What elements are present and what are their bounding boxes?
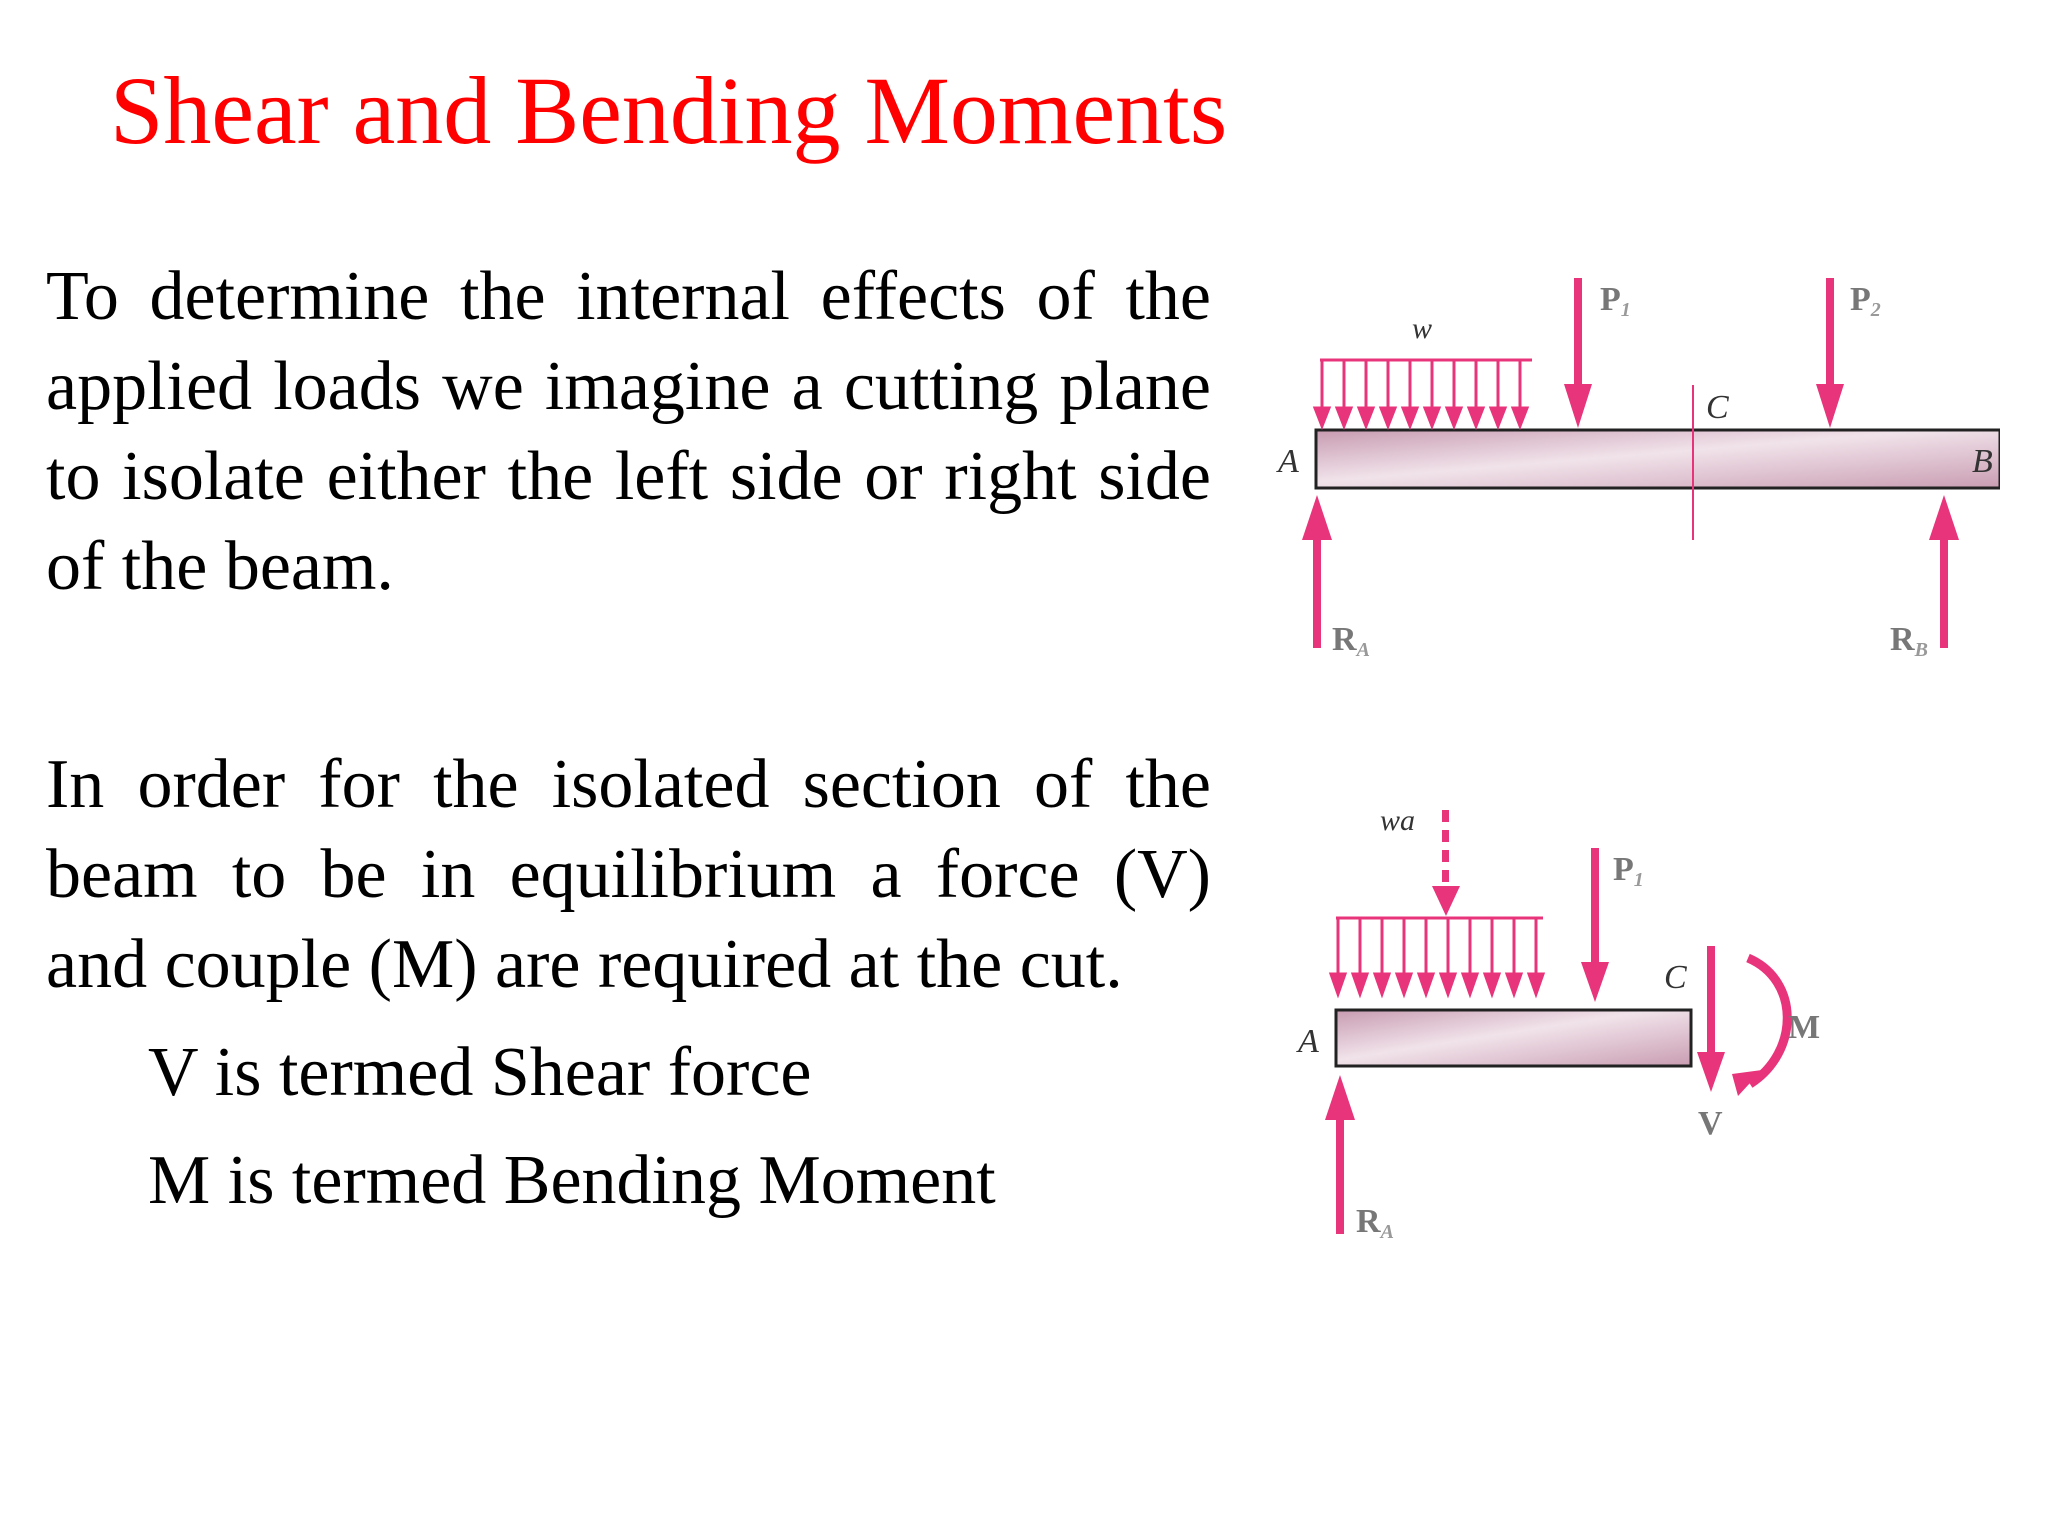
point-load-p1: [1564, 278, 1592, 428]
point-load-p1: [1581, 848, 1609, 1002]
label-a: A: [1298, 1023, 1319, 1060]
reaction-ra-arrow: [1302, 495, 1332, 648]
label-c: C: [1664, 959, 1687, 996]
reaction-rb-arrow: [1929, 495, 1959, 648]
beam-segment: [1336, 1010, 1691, 1066]
free-body-diagram: [1280, 790, 1840, 1250]
definition-bending-moment: M is termed Bending Moment: [148, 1142, 996, 1219]
label-ra: RA: [1356, 1203, 1394, 1243]
label-p1: P1: [1600, 281, 1631, 321]
paragraph-equilibrium: In order for the isolated section of the beam to be in equilibrium a force (V) and couple (M) are required at the cut.: [46, 746, 1211, 1003]
label-b: B: [1972, 443, 1993, 480]
beam: [1316, 430, 2000, 488]
paragraph-cutting-plane: To determine the internal effects of the applied loads we imagine a cutting plane to isolate either the left side or right side of the beam.: [46, 258, 1211, 605]
label-w: w: [1412, 312, 1433, 345]
bending-moment-m-arrow: [1732, 958, 1787, 1096]
label-m: M: [1788, 1009, 1821, 1046]
label-v: V: [1698, 1105, 1723, 1142]
label-rb: RB: [1890, 621, 1928, 661]
label-ra: RA: [1332, 621, 1370, 661]
point-load-p2: [1816, 278, 1844, 428]
distributed-load-w: [1315, 360, 1532, 426]
shear-force-v-arrow: [1697, 946, 1725, 1092]
distributed-load: [1331, 918, 1543, 994]
slide-title: Shear and Bending Moments: [110, 57, 1228, 164]
definition-shear-force: V is termed Shear force: [148, 1034, 812, 1111]
label-p1: P1: [1613, 851, 1644, 891]
resultant-load-wa: [1432, 810, 1460, 916]
full-beam-diagram: [1260, 250, 2000, 680]
label-c: C: [1706, 389, 1729, 426]
label-p2: P2: [1850, 281, 1881, 321]
label-a: A: [1278, 443, 1299, 480]
label-wa: wa: [1380, 804, 1416, 837]
reaction-ra-arrow: [1325, 1075, 1355, 1234]
